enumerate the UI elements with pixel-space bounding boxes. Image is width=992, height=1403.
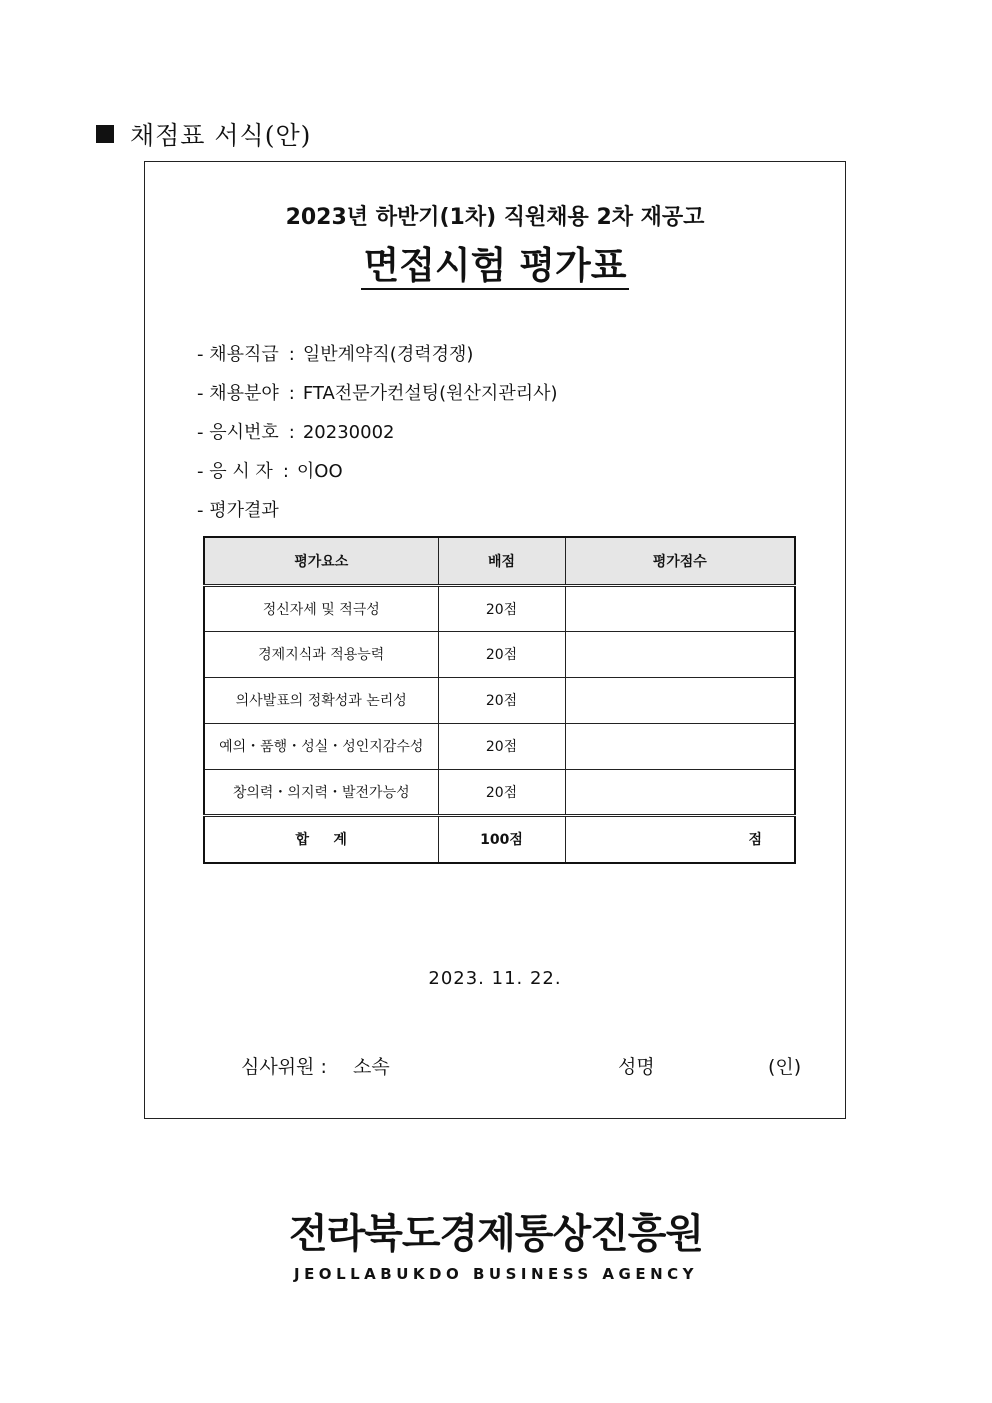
info-position xyxy=(197,340,473,366)
info-separator: : xyxy=(288,422,295,443)
form-title-text: 면접시험 평가표 xyxy=(361,244,628,290)
row-score-cell[interactable] xyxy=(565,631,795,677)
info-value: FTA전문가컨설팅(원산지관리사) xyxy=(302,383,558,404)
info-applicant xyxy=(197,457,343,483)
table-header-row xyxy=(204,537,795,585)
row-item: 정신자세 및 적극성 xyxy=(204,585,438,631)
total-score-cell[interactable]: 점 xyxy=(565,815,795,863)
black-square-icon xyxy=(96,125,114,143)
table-row xyxy=(204,723,795,769)
info-applicant-number xyxy=(197,418,394,444)
info-label: - 응시번호 xyxy=(197,422,279,443)
form-subtitle: 2023년 하반기(1차) 직원채용 2차 재공고 xyxy=(285,205,705,230)
form-title xyxy=(145,235,845,289)
info-separator: : xyxy=(288,344,295,365)
row-score-cell[interactable] xyxy=(565,585,795,631)
info-field xyxy=(197,379,558,405)
table-total-row xyxy=(204,815,795,863)
total-label: 합 계 xyxy=(204,815,438,863)
score-table xyxy=(203,536,796,864)
header-score: 평가점수 xyxy=(565,537,795,585)
header-points: 배점 xyxy=(438,537,565,585)
row-points: 20점 xyxy=(438,723,565,769)
total-points: 100점 xyxy=(438,815,565,863)
agency-logo xyxy=(0,1202,992,1283)
table-row xyxy=(204,677,795,723)
table-row xyxy=(204,585,795,631)
info-separator: : xyxy=(282,461,289,482)
info-separator: : xyxy=(288,383,295,404)
row-score-cell[interactable] xyxy=(565,677,795,723)
row-item: 경제지식과 적용능력 xyxy=(204,631,438,677)
evaluation-form xyxy=(144,161,846,1119)
info-label: - 평가결과 xyxy=(197,500,279,521)
section-heading-text: 채점표 서식(안) xyxy=(130,121,312,150)
info-value: 일반계약직(경력경쟁) xyxy=(302,344,474,365)
info-result xyxy=(197,496,279,522)
name-label: 성명 xyxy=(618,1056,655,1078)
row-points: 20점 xyxy=(438,585,565,631)
info-label: - 채용분야 xyxy=(197,383,279,404)
row-points: 20점 xyxy=(438,677,565,723)
header-item: 평가요소 xyxy=(204,537,438,585)
form-date: 2023. 11. 22. xyxy=(428,968,562,989)
info-label: - 채용직급 xyxy=(197,344,279,365)
info-label: - 응 시 자 xyxy=(197,461,273,482)
agency-logo-english: JEOLLABUKDO BUSINESS AGENCY xyxy=(293,1265,698,1283)
seal-label: (인) xyxy=(768,1056,802,1078)
reviewer-label: 심사위원 : xyxy=(241,1056,327,1078)
info-value: 이OO xyxy=(296,461,343,482)
table-row xyxy=(204,631,795,677)
row-points: 20점 xyxy=(438,769,565,815)
info-value: 20230002 xyxy=(302,422,395,443)
agency-logo-korean: 전라북도경제통상진흥원 xyxy=(288,1211,704,1257)
row-item: 창의력・의지력・발전가능성 xyxy=(204,769,438,815)
row-score-cell[interactable] xyxy=(565,769,795,815)
affiliation-label: 소속 xyxy=(353,1056,390,1078)
row-item: 의사발표의 정확성과 논리성 xyxy=(204,677,438,723)
table-row xyxy=(204,769,795,815)
row-score-cell[interactable] xyxy=(565,723,795,769)
section-heading xyxy=(96,116,311,152)
row-item: 예의・품행・성실・성인지감수성 xyxy=(204,723,438,769)
row-points: 20점 xyxy=(438,631,565,677)
